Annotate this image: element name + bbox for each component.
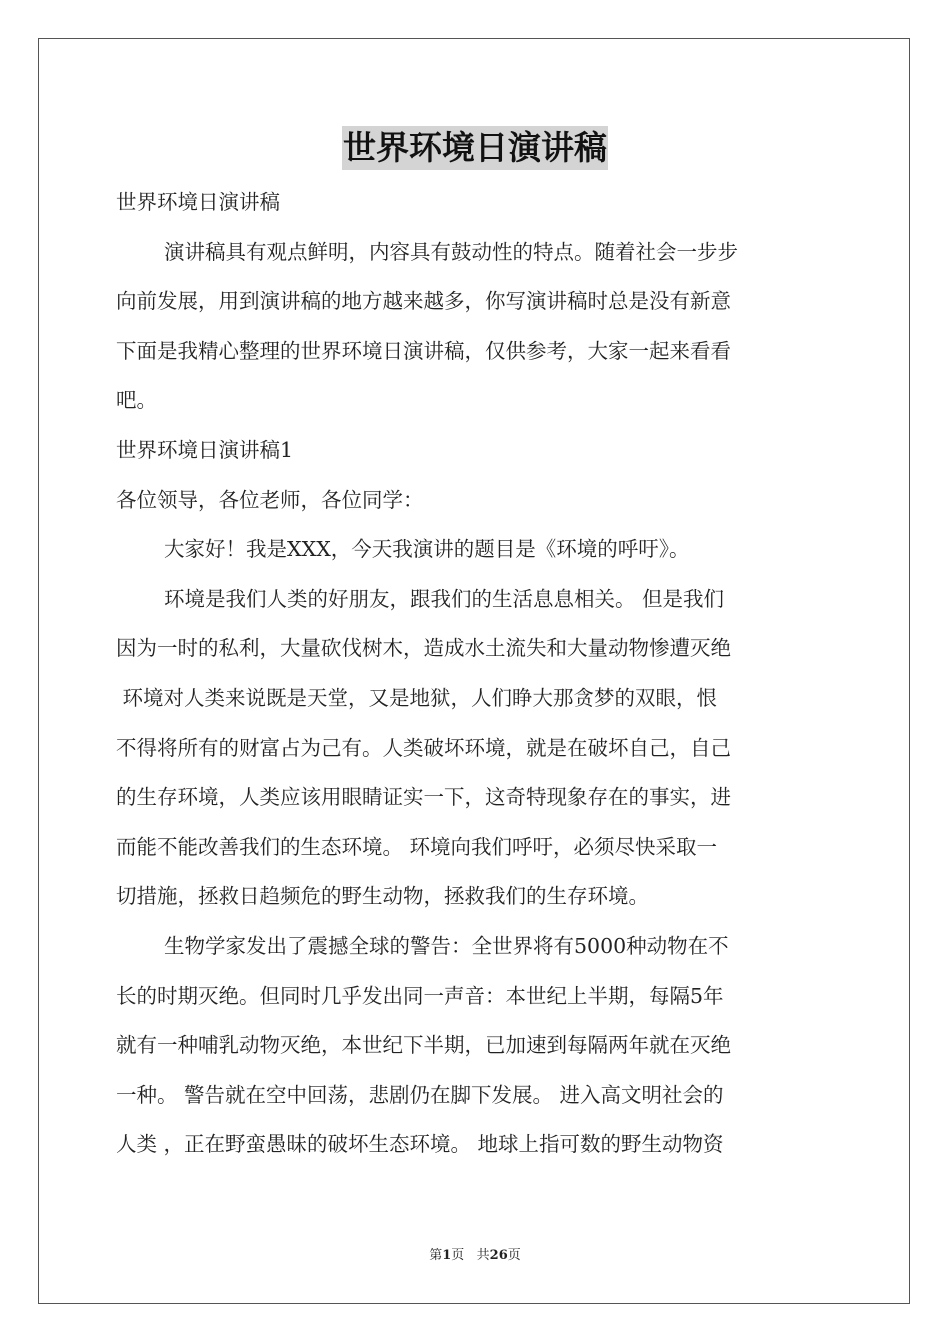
- paragraph-line: 人类 ，正在野蛮愚昧的破坏生态环境。 地球上指可数的野生动物资: [116, 1132, 724, 1157]
- salutation-line: 各位领导，各位老师，各位同学：: [116, 487, 424, 512]
- footer-prefix: 第: [429, 1248, 443, 1263]
- paragraph-line: 长的时期灭绝。但同时几乎发出同一声音：本世纪上半期，每隔5年: [116, 983, 724, 1008]
- paragraph-line: 大家好！我是XXX，今天我演讲的题目是《环境的呼吁》。: [164, 537, 690, 562]
- page-footer: [0, 1244, 950, 1263]
- paragraph-line: 的生存环境，人类应该用眼睛证实一下，这奇特现象存在的事实，进: [116, 785, 731, 810]
- paragraph-line: 生物学家发出了震撼全球的警告：全世界将有5000种动物在不: [164, 933, 729, 958]
- paragraph-line: 环境对人类来说既是天堂，又是地狱，人们睁大那贪梦的双眼，恨: [116, 685, 718, 710]
- paragraph-line: 环境是我们人类的好朋友，跟我们的生活息息相关。 但是我们: [164, 586, 725, 611]
- document-body: [116, 178, 836, 1170]
- paragraph-line: 切措施，拯救日趋频危的野生动物，拯救我们的生存环境。: [116, 884, 649, 909]
- footer-page-number: 1: [442, 1248, 452, 1263]
- paragraph-line: 不得将所有的财富占为己有。人类破坏环境，就是在破坏自己，自己: [116, 735, 731, 760]
- footer-middle: 页 共: [451, 1248, 490, 1263]
- title-container: [0, 126, 950, 170]
- subtitle-line: 世界环境日演讲稿: [116, 190, 280, 214]
- paragraph-line: 而能不能改善我们的生态环境。 环境向我们呼吁，必须尽快采取一: [116, 834, 718, 859]
- paragraph-line: 一种。 警告就在空中回荡，悲剧仍在脚下发展。 进入高文明社会的: [116, 1082, 724, 1107]
- paragraph-line: 就有一种哺乳动物灭绝，本世纪下半期，已加速到每隔两年就在灭绝: [116, 1033, 731, 1058]
- footer-total-pages: 26: [489, 1248, 508, 1263]
- document-title: 世界环境日演讲稿: [342, 126, 608, 170]
- paragraph-line: 向前发展，用到演讲稿的地方越来越多，你写演讲稿时总是没有新意: [116, 289, 731, 314]
- paragraph-line: 吧。: [116, 388, 157, 413]
- section-heading: 世界环境日演讲稿1: [116, 437, 294, 462]
- paragraph-line: 因为一时的私利，大量砍伐树木，造成水土流失和大量动物惨遭灭绝: [116, 636, 731, 661]
- paragraph-line: 演讲稿具有观点鲜明，内容具有鼓动性的特点。随着社会一步步: [164, 239, 738, 264]
- footer-suffix: 页: [507, 1248, 521, 1263]
- paragraph-line: 下面是我精心整理的世界环境日演讲稿，仅供参考，大家一起来看看: [116, 338, 731, 363]
